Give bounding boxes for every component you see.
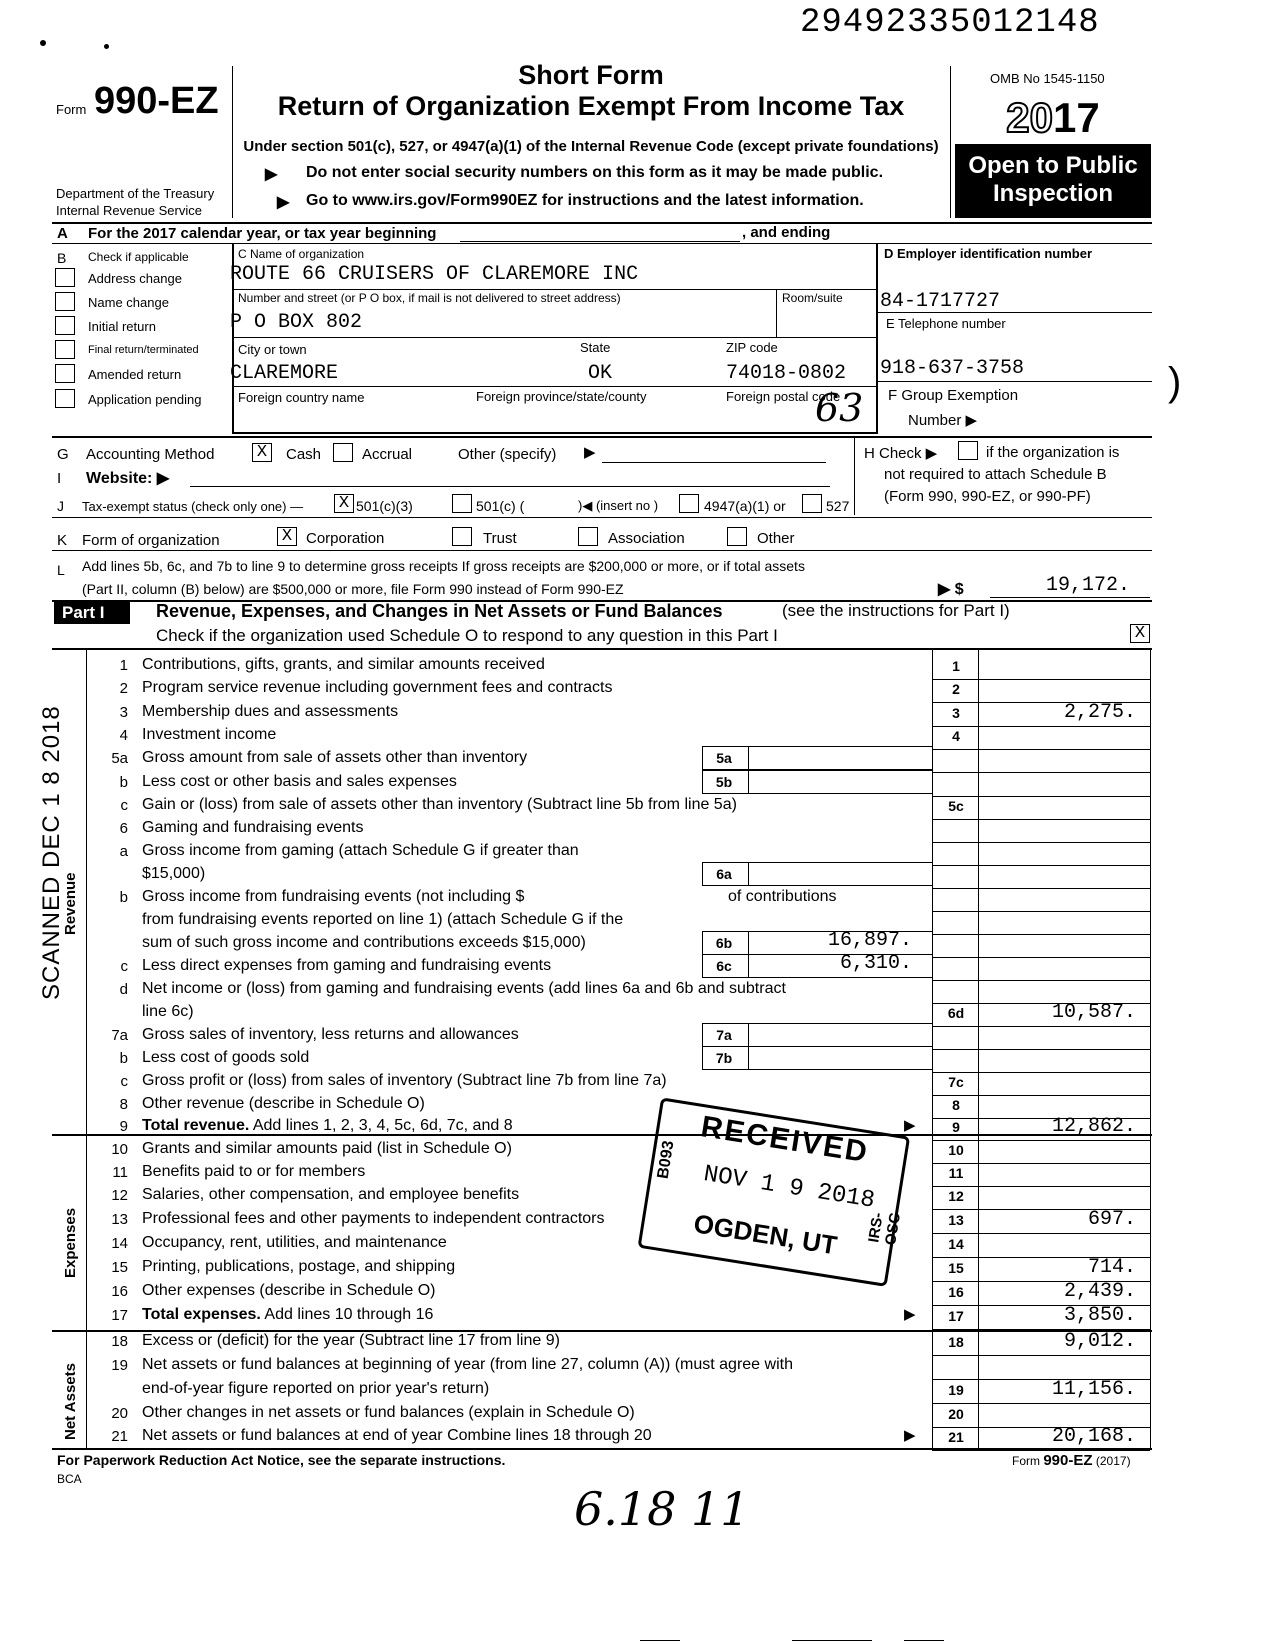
line-description: Total revenue. Add lines 1, 2, 3, 4, 5c, 6d, 7c, and 8 xyxy=(142,1117,513,1134)
form-ref xyxy=(1012,1452,1131,1469)
line-number: b xyxy=(119,774,128,791)
line-description: Less cost or other basis and sales expenses xyxy=(142,773,457,790)
form-ref-number: 990-EZ xyxy=(1043,1452,1093,1469)
group-exemption-label: F Group Exemption xyxy=(888,387,1019,404)
open-public-line2: Inspection xyxy=(992,180,1113,207)
527-checkbox[interactable] xyxy=(802,494,822,513)
line-box-number: 4 xyxy=(952,728,960,744)
line-number: 19 xyxy=(111,1357,128,1374)
rule xyxy=(52,550,1152,551)
4947-label: 4947(a)(1) or xyxy=(704,498,786,514)
phone-label: E Telephone number xyxy=(886,316,1006,331)
line-description: Other expenses (describe in Schedule O) xyxy=(142,1282,436,1299)
501c-checkbox[interactable] xyxy=(452,494,472,513)
accounting-method-label: Accounting Method xyxy=(86,446,215,463)
org-name-label: C Name of organization xyxy=(238,247,365,261)
rule xyxy=(932,749,1150,750)
section-b-letter: B xyxy=(57,250,67,266)
address-change-label: Address change xyxy=(88,271,182,286)
line-h-text1: if the organization is xyxy=(986,444,1120,461)
arrow-icon: ▶ xyxy=(904,1427,916,1444)
corporation-checkbox[interactable]: X xyxy=(277,527,297,546)
received-title: RECEIVED xyxy=(698,1110,872,1170)
rule xyxy=(232,337,878,338)
rule xyxy=(878,381,1152,382)
rule xyxy=(932,1072,1150,1073)
line-amount[interactable]: 2,275. xyxy=(1063,701,1136,724)
line-box-number: 20 xyxy=(948,1406,964,1422)
line-number: 14 xyxy=(111,1235,128,1252)
rule xyxy=(748,862,749,886)
corporation-label: Corporation xyxy=(306,530,385,547)
line-description: Membership dues and assessments xyxy=(142,703,399,720)
inner-box-number: 7b xyxy=(715,1050,733,1066)
dept-treasury: Department of the Treasury xyxy=(56,186,215,201)
line-i-letter: I xyxy=(57,470,62,487)
line-amount[interactable]: 11,156. xyxy=(1051,1378,1136,1401)
line-amount[interactable]: 12,862. xyxy=(1051,1115,1136,1138)
line-description: Net assets or fund balances at beginning of year (from line 27, column (A)) (must agree with xyxy=(142,1356,793,1373)
line-number: 3 xyxy=(119,704,128,721)
line-description: from fundraising events reported on line 1) (attach Schedule G if the xyxy=(142,911,624,928)
form-title-short: Short Form xyxy=(518,60,664,90)
line-description: Professional fees and other payments to independent contractors xyxy=(142,1210,605,1227)
rule xyxy=(932,865,1150,866)
line-description: Grants and similar amounts paid (list in Schedule O) xyxy=(142,1140,512,1157)
line-description: Program service revenue including government fees and contracts xyxy=(142,679,613,696)
line-h-text3: (Form 990, 990-EZ, or 990-PF) xyxy=(884,488,1091,505)
form-ref-prefix: Form xyxy=(1012,1454,1040,1468)
org-name-field[interactable]: ROUTE 66 CRUISERS OF CLAREMORE INC xyxy=(230,263,639,286)
part-i-label: Part I xyxy=(62,603,105,622)
line-description: Less direct expenses from gaming and fundraising events xyxy=(142,957,552,974)
line-a-text: For the 2017 calendar year, or tax year beginning xyxy=(88,225,437,242)
margin-mark: ) xyxy=(1168,360,1182,404)
received-side: IRS-OSC xyxy=(865,1211,904,1247)
line-description: Printing, publications, postage, and shipping xyxy=(142,1258,456,1275)
tax-exempt-label: Tax-exempt status (check only one) — xyxy=(82,499,304,514)
rule xyxy=(748,1046,749,1070)
line-description: Less cost of goods sold xyxy=(142,1049,310,1066)
schedule-o-check-text: Check if the organization used Schedule O to respond to any question in this Part I xyxy=(156,626,778,645)
accrual-label: Accrual xyxy=(362,446,413,463)
line-number: 11 xyxy=(112,1164,128,1181)
line-description: Benefits paid to or for members xyxy=(142,1163,366,1180)
rule xyxy=(932,934,1150,935)
state-label: State xyxy=(580,340,611,355)
line-description: $15,000) xyxy=(142,865,206,882)
rule xyxy=(52,222,1152,224)
notice-website: Go to www.irs.gov/Form990EZ for instructions and the latest information. xyxy=(306,192,864,209)
year-prefix: 20 xyxy=(1006,94,1053,141)
rule xyxy=(748,931,749,955)
line-number: 13 xyxy=(111,1211,128,1228)
line-amount[interactable]: 3,850. xyxy=(1063,1304,1136,1327)
line-number: 20 xyxy=(111,1405,128,1422)
line-description: sum of such gross income and contributions exceeds $15,000) xyxy=(142,934,586,951)
line-description: Occupancy, rent, utilities, and maintenance xyxy=(142,1234,447,1251)
rule xyxy=(932,1095,1150,1096)
arrow-icon: ▶ xyxy=(904,1117,916,1134)
part-i-title: Revenue, Expenses, and Changes in Net Assets or Fund Balances xyxy=(156,601,723,621)
line-l-text1: Add lines 5b, 6c, and 7b to line 9 to determine gross receipts If gross receipts are $200,000 or more, or if total assets xyxy=(82,558,805,574)
website-label: Website: ▶ xyxy=(86,470,170,487)
association-label: Association xyxy=(608,530,685,547)
ein-field[interactable]: 84-1717727 xyxy=(880,290,1001,313)
line-h-text2: not required to attach Schedule B xyxy=(884,466,1107,483)
line-number: 12 xyxy=(111,1187,128,1204)
association-checkbox[interactable] xyxy=(578,527,598,546)
line-number: 18 xyxy=(111,1333,128,1350)
form-ref-year: (2017) xyxy=(1095,1454,1131,1468)
line-description: Net assets or fund balances at end of year Combine lines 18 through 20 xyxy=(142,1427,652,1444)
rule xyxy=(232,289,878,290)
revenue-side-label: Revenue xyxy=(62,872,79,935)
rule xyxy=(748,746,749,770)
527-label: 527 xyxy=(826,498,850,514)
handwritten-note: 6.18 11 xyxy=(574,1482,750,1536)
rule xyxy=(932,1233,1150,1234)
line-number: 5a xyxy=(111,750,128,767)
application-pending-checkbox[interactable] xyxy=(55,389,75,408)
other-method-field[interactable] xyxy=(602,462,826,463)
line-description: Gross income from fundraising events (not including $ xyxy=(142,888,525,905)
rule xyxy=(932,842,1150,843)
line-l-dollar: ▶ $ xyxy=(938,581,964,598)
rule xyxy=(932,1049,1150,1050)
line-description-tail: of contributions xyxy=(728,888,837,905)
line-description: Salaries, other compensation, and employee benefits xyxy=(142,1186,520,1203)
cash-checkbox[interactable]: X xyxy=(252,443,272,462)
open-public-line1: Open to Public xyxy=(968,152,1138,179)
arrow-icon: ▶ xyxy=(584,444,596,461)
line-amount[interactable]: 697. xyxy=(1087,1208,1136,1231)
rule xyxy=(776,289,777,337)
gross-receipts-amount[interactable]: 19,172. xyxy=(1045,574,1130,597)
application-pending-label: Application pending xyxy=(88,392,202,407)
header-divider-right xyxy=(950,66,951,218)
insert-no-label: )◀ (insert no ) xyxy=(578,498,659,513)
line-box-number: 1 xyxy=(952,658,960,674)
city-field[interactable]: CLAREMORE xyxy=(230,362,339,385)
other-org-label: Other xyxy=(757,530,795,547)
zip-field[interactable]: 74018-0802 xyxy=(726,362,847,385)
rule xyxy=(748,770,749,794)
amended-return-label: Amended return xyxy=(88,367,182,382)
line-number: a xyxy=(119,843,128,860)
rule xyxy=(990,597,1150,598)
rule xyxy=(932,888,1150,889)
line-amount[interactable]: 20,168. xyxy=(1051,1425,1136,1448)
rule xyxy=(52,517,1152,518)
line-g-letter: G xyxy=(57,446,69,463)
line-box-number: 2 xyxy=(952,681,960,697)
line-box-number: 17 xyxy=(948,1308,964,1324)
name-change-checkbox[interactable] xyxy=(55,292,75,311)
other-method-label: Other (specify) xyxy=(458,446,557,463)
line-box-number: 18 xyxy=(948,1334,964,1350)
line-box-number: 3 xyxy=(952,705,960,721)
name-change-label: Name change xyxy=(88,295,169,310)
line-number: 15 xyxy=(111,1259,128,1276)
line-description: Gross sales of inventory, less returns and allowances xyxy=(142,1026,519,1043)
rule xyxy=(932,796,1150,797)
amended-return-checkbox[interactable] xyxy=(55,364,75,383)
line-description: Other revenue (describe in Schedule O) xyxy=(142,1095,425,1112)
line-number: 9 xyxy=(119,1118,128,1135)
dot-mark xyxy=(40,40,46,46)
line-number: 21 xyxy=(111,1428,128,1445)
rule xyxy=(232,386,878,387)
line-box-number: 11 xyxy=(948,1165,964,1181)
line-a-letter: A xyxy=(57,225,68,242)
line-box-number: 7c xyxy=(948,1074,964,1090)
bca-label: BCA xyxy=(57,1472,82,1486)
tax-year xyxy=(955,94,1151,142)
phone-field[interactable]: 918-637-3758 xyxy=(880,357,1025,380)
line-j-letter: J xyxy=(57,498,64,514)
handwritten-code: 63 xyxy=(815,386,864,430)
ein-label: D Employer identification number xyxy=(884,246,1093,261)
received-date: NOV 1 9 2018 xyxy=(701,1161,877,1215)
cash-label: Cash xyxy=(286,446,322,463)
501c3-checkbox[interactable]: X xyxy=(334,494,354,513)
form-title: Return of Organization Exempt From Income Tax xyxy=(277,91,905,121)
initial-return-checkbox[interactable] xyxy=(55,316,75,335)
inner-box-amount[interactable]: 6,310. xyxy=(839,952,912,975)
form-prefix: Form xyxy=(56,102,87,117)
line-box-number: 15 xyxy=(948,1260,964,1276)
line-box-number: 9 xyxy=(952,1119,960,1135)
line-description: Other changes in net assets or fund balances (explain in Schedule O) xyxy=(142,1404,635,1421)
inner-box-amount[interactable]: 16,897. xyxy=(827,929,912,952)
rule xyxy=(932,911,1150,912)
line-h-label: H Check ▶ xyxy=(864,445,938,462)
line-box-number: 19 xyxy=(948,1382,964,1398)
inner-box-number: 5b xyxy=(715,774,733,790)
street-label: Number and street (or P O box, if mail is not delivered to street address) xyxy=(238,291,621,305)
inner-box-number: 7a xyxy=(716,1027,732,1043)
rule xyxy=(932,1163,1150,1164)
rule xyxy=(748,1023,749,1047)
line-description: Gain or (loss) from sale of assets other than inventory (Subtract line 5b from line 5a) xyxy=(142,796,737,813)
dept-irs: Internal Revenue Service xyxy=(56,203,202,218)
inner-box-number: 6a xyxy=(716,866,732,882)
city-label: City or town xyxy=(238,342,307,357)
form-subtitle: Under section 501(c), 527, or 4947(a)(1) of the Internal Revenue Code (except private foundations) xyxy=(243,138,939,155)
501c3-label: 501(c)(3) xyxy=(356,498,413,514)
line-description: Gross amount from sale of assets other than inventory xyxy=(142,749,528,766)
form-number: 990-EZ xyxy=(94,80,219,122)
line-box-number: 5c xyxy=(948,798,964,814)
dot-mark xyxy=(104,44,109,49)
line-number: 8 xyxy=(119,1096,128,1113)
foreign-country-label: Foreign country name xyxy=(238,390,365,405)
line-description: Net income or (loss) from gaming and fundraising events (add lines 6a and 6b and subtract xyxy=(142,980,786,997)
rule xyxy=(932,1355,1150,1356)
rule xyxy=(932,1140,1150,1141)
line-description: Gross income from gaming (attach Schedule G if greater than xyxy=(142,842,579,859)
expenses-side-label: Expenses xyxy=(62,1207,79,1278)
line-number: 10 xyxy=(111,1141,128,1158)
rule xyxy=(932,1403,1150,1404)
line-box-number: 21 xyxy=(948,1429,964,1445)
line-description: line 6c) xyxy=(142,1003,194,1020)
year-suffix: 17 xyxy=(1053,94,1100,141)
inner-box-number: 5a xyxy=(716,750,732,766)
group-number-label: Number ▶ xyxy=(908,412,978,429)
scanned-stamp: SCANNED DEC 1 8 2018 xyxy=(38,705,65,1000)
line-box-number: 13 xyxy=(948,1212,964,1228)
rule xyxy=(640,1640,680,1641)
rule xyxy=(748,954,749,978)
room-label: Room/suite xyxy=(782,291,843,305)
dln-number: 29492335012148 xyxy=(800,4,1100,42)
rule xyxy=(52,436,1152,438)
line-description: Excess or (deficit) for the year (Subtract line 17 from line 9) xyxy=(142,1332,560,1349)
rule xyxy=(932,772,1150,773)
line-amount[interactable]: 714. xyxy=(1087,1256,1136,1279)
received-stamp xyxy=(638,1097,908,1284)
trust-label: Trust xyxy=(483,530,517,547)
section-b-title: Check if applicable xyxy=(88,250,189,264)
line-number: c xyxy=(120,1073,128,1090)
line-number: 6 xyxy=(119,820,128,837)
line-description: Investment income xyxy=(142,726,277,743)
line-amount[interactable]: 9,012. xyxy=(1063,1330,1136,1353)
received-location: OGDEN, UT xyxy=(691,1208,840,1261)
rule xyxy=(52,648,1152,650)
line-number: 7a xyxy=(111,1027,128,1044)
line-number: d xyxy=(119,981,128,998)
rule xyxy=(932,980,1150,981)
line-amount[interactable]: 2,439. xyxy=(1063,1280,1136,1303)
paperwork-notice: For Paperwork Reduction Act Notice, see the separate instructions. xyxy=(57,1452,506,1468)
line-description: Contributions, gifts, grants, and similar amounts received xyxy=(142,656,545,673)
line-number: 4 xyxy=(119,727,128,744)
final-return-label: Final return/terminated xyxy=(88,344,199,356)
501c-label: 501(c) ( xyxy=(476,498,525,514)
line-box-number: 16 xyxy=(948,1284,964,1300)
line-box-number: 6d xyxy=(947,1005,965,1021)
line-box-number: 10 xyxy=(948,1142,964,1158)
line-a-ending: , and ending xyxy=(742,224,831,241)
net-assets-side-label: Net Assets xyxy=(62,1363,79,1440)
address-change-checkbox[interactable] xyxy=(55,268,75,287)
part-i-badge xyxy=(54,602,130,624)
arrow-icon: ▶ xyxy=(904,1306,916,1323)
initial-return-label: Initial return xyxy=(88,319,156,334)
part-i-title-note: (see the instructions for Part I) xyxy=(782,601,1010,620)
trust-checkbox[interactable] xyxy=(452,527,472,546)
line-description: Total expenses. Add lines 10 through 16 xyxy=(142,1306,434,1323)
rule xyxy=(932,679,1150,680)
website-field[interactable] xyxy=(190,486,830,487)
arrow-icon: ▶ xyxy=(265,166,278,183)
line-number: b xyxy=(119,889,128,906)
rule xyxy=(932,1186,1150,1187)
line-number: 2 xyxy=(119,680,128,697)
rule xyxy=(932,1450,1150,1451)
rule xyxy=(932,819,1150,820)
rule xyxy=(792,1640,872,1641)
rule xyxy=(932,957,1150,958)
line-number: b xyxy=(119,1050,128,1067)
line-box-number: 8 xyxy=(952,1097,960,1113)
4947-checkbox[interactable] xyxy=(679,494,699,513)
omb-number: OMB No 1545-1150 xyxy=(990,71,1105,86)
zip-label: ZIP code xyxy=(726,340,778,355)
inner-box-number: 6c xyxy=(716,958,732,974)
line-box-number: 12 xyxy=(948,1188,964,1204)
line-description: Gaming and fundraising events xyxy=(142,819,364,836)
state-field[interactable]: OK xyxy=(588,362,613,385)
rule xyxy=(904,1640,944,1641)
foreign-province-label: Foreign province/state/county xyxy=(476,389,647,404)
final-return-checkbox[interactable] xyxy=(55,340,75,359)
accrual-checkbox[interactable] xyxy=(333,443,353,462)
line-description: end-of-year figure reported on prior year's return) xyxy=(142,1380,490,1397)
schedule-o-checkbox[interactable]: X xyxy=(1130,624,1150,643)
rule xyxy=(854,437,855,515)
line-l-text2: (Part II, column (B) below) are $500,000 or more, file Form 990 instead of Form 990-EZ xyxy=(82,581,624,597)
line-number: c xyxy=(120,797,128,814)
street-field[interactable]: P O BOX 802 xyxy=(230,311,363,334)
notice-ssn: Do not enter social security numbers on this form as it may be made public. xyxy=(306,164,884,181)
other-org-checkbox[interactable] xyxy=(727,527,747,546)
line-description: Gross profit or (loss) from sales of inventory (Subtract line 7b from line 7a) xyxy=(142,1072,667,1089)
line-l-letter: L xyxy=(57,562,65,578)
line-number: 1 xyxy=(119,657,128,674)
received-code: B093 xyxy=(654,1139,678,1180)
tax-year-begin-field[interactable] xyxy=(460,241,740,242)
line-k-letter: K xyxy=(57,532,68,549)
line-box-number: 14 xyxy=(948,1236,964,1252)
line-amount[interactable]: 10,587. xyxy=(1051,1001,1136,1024)
line-number: 16 xyxy=(111,1283,128,1300)
schedule-b-checkbox[interactable] xyxy=(958,441,978,460)
line-number: c xyxy=(120,958,128,975)
form-of-org-label: Form of organization xyxy=(82,532,220,549)
rule xyxy=(932,726,1150,727)
rule xyxy=(932,1026,1150,1027)
arrow-icon: ▶ xyxy=(277,194,290,211)
inner-box-number: 6b xyxy=(715,935,733,951)
line-number: 17 xyxy=(111,1307,128,1324)
open-public-box xyxy=(955,144,1151,218)
rule xyxy=(878,312,1152,313)
foreign-postal-label: Foreign postal code xyxy=(726,389,841,404)
